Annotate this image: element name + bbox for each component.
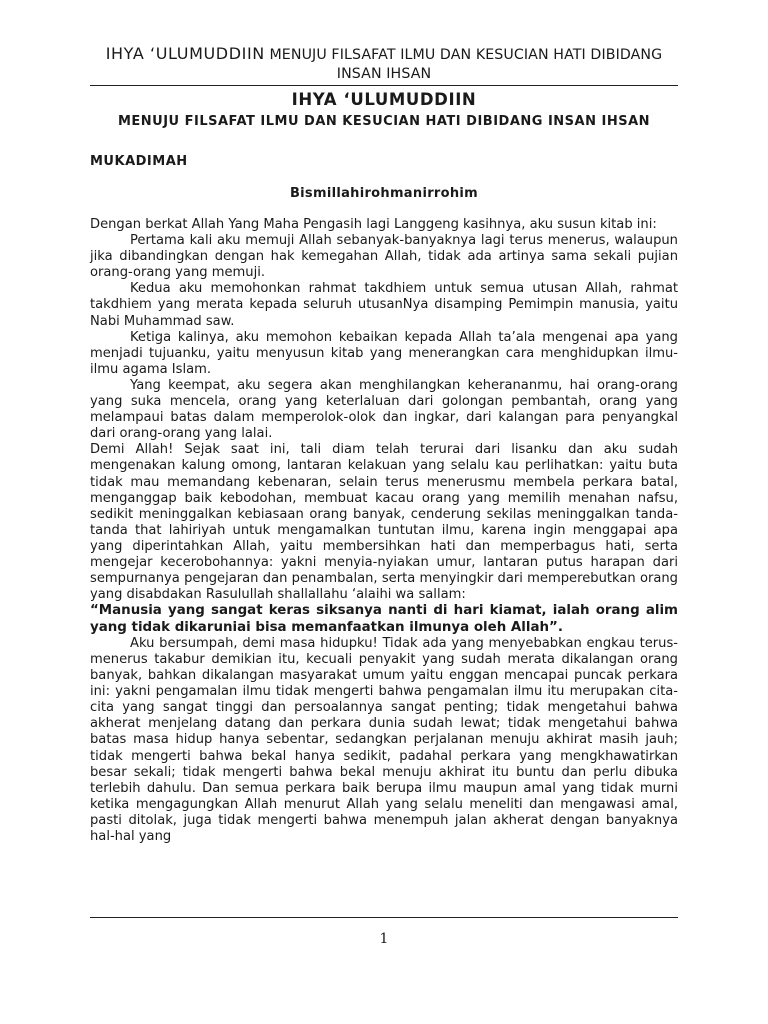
body-text — [90, 217, 678, 845]
paragraph-opening: Dengan berkat Allah Yang Maha Pengasih lagi Langgeng kasihnya, aku susun kitab ini: — [90, 217, 657, 232]
section-heading: MUKADIMAH — [90, 154, 188, 169]
header-divider — [90, 85, 678, 86]
page-number: 1 — [379, 931, 389, 947]
paragraph-fourth: Yang keempat, aku segera akan menghilangkan keherananmu, hai orang-orang yang suka mencela, orang yang keterlaluan dari golongan pembantah, orang yang melampaui batas dalam memperolok-olok dan ingkar, dari kalangan para penyangkal dari orang-orang yang lalai. — [90, 377, 678, 442]
paragraph-first: Pertama kali aku memuji Allah sebanyak-banyaknya lagi terus menerus, walaupun jika dibandingkan dengan hak kemegahan Allah, tidak ada artinya sama sekali pujian orang-orang yang memuji. — [90, 233, 678, 281]
running-header — [90, 44, 678, 84]
paragraph-second: Kedua aku memohonkan rahmat takdhiem untuk semua utusan Allah, rahmat takdhiem yang merata kepada seluruh utusanNya disamping Pemimpin manusia, yaitu Nabi Muhammad saw. — [90, 281, 678, 329]
basmalah: Bismillahirohmanirrohim — [289, 186, 479, 201]
paragraph-oath: Aku bersumpah, demi masa hidupku! Tidak ada yang menyebabkan engkau terus-menerus takabur demikian itu, kecuali penyakit yang sudah merata dikalangan orang banyak, bahkan dikalangan masyarakat umum yaitu enggan mencapai puncak perkara ini: yakni pengamalan ilmu tidak mengerti bahwa pengamalan ilmu itu merupakan cita-cita yang sangat tinggi dan persoalannya sangat penting; tidak mengetahui bahwa akherat menjelang datang dan perkara dunia sudah lewat; tidak mengetahui bahwa batas masa hidup hanya sebentar, sedangkan perjalanan menuju akhirat masih jauh; tidak mengerti bahwa bekal hanya sedikit, padahal perkara yang mengkhawatirkan besar sekali; tidak mengerti bahwa bekal menuju akhirat itu buntu dan perlu dibuka terlebih dahulu. Dan semua perkara baik berupa ilmu maupun amal yang tidak murni ketika mengagungkan Allah menurut Allah yang selalu meneliti dan mengawasi amal, pasti ditolak, juga tidak mengerti bahwa menempuh jalan akherat dengan banyaknya hal-hal yang — [90, 635, 678, 844]
paragraph-demi-allah: Demi Allah! Sejak saat ini, tali diam telah terurai dari lisanku dan aku sudah mengenakan kalung omong, lantaran kelakuan yang selalu kau perlihatkan: yaitu buta tidak mau memandang kebenaran, selain terus menerusmu membela perkara batal, menganggap baik kebodohan, membuat kacau orang yang memilih menahan nafsu, sedikit meninggalkan kebiasaan orang banyak, cenderung sekilas meninggalkan tanda-tanda that lahiriyah untuk mengamalkan tuntutan ilmu, karena ingin menggapai apa yang diperintahkan Allah, yaitu membersihkan hati dan memperbagus hati, serta mengejar kecerobohannya: yakni menyia-nyiakan umur, lantaran putus harapan dari sempurnanya pengejaran dan penambalan, serta menyingkir dari memperebutkan orang yang disabdakan Rasulullah shallallahu ‘alaihi wa sallam: — [90, 442, 678, 603]
paragraph-third: Ketiga kalinya, aku memohon kebaikan kepada Allah ta’ala mengenai apa yang menjadi tujuanku, yaitu menyusun kitab yang menerangkan cara menghidupkan ilmu-ilmu agama Islam. — [90, 329, 678, 377]
page-content — [90, 88, 678, 845]
hadith-quote: “Manusia yang sangat keras siksanya nanti di hari kiamat, ialah orang alim yang tidak dikaruniai bisa memanfaatkan ilmunya oleh Allah”. — [90, 603, 678, 635]
footer-divider — [90, 917, 678, 918]
document-title: IHYA ‘ULUMUDDIIN — [291, 90, 477, 109]
running-header-subtitle: MENUJU FILSAFAT ILMU DAN KESUCIAN HATI DIBIDANG INSAN IHSAN — [264, 47, 663, 82]
running-header-title: IHYA ‘ULUMUDDIIN — [105, 44, 265, 63]
document-subtitle: MENUJU FILSAFAT ILMU DAN KESUCIAN HATI DIBIDANG INSAN IHSAN — [117, 114, 651, 129]
